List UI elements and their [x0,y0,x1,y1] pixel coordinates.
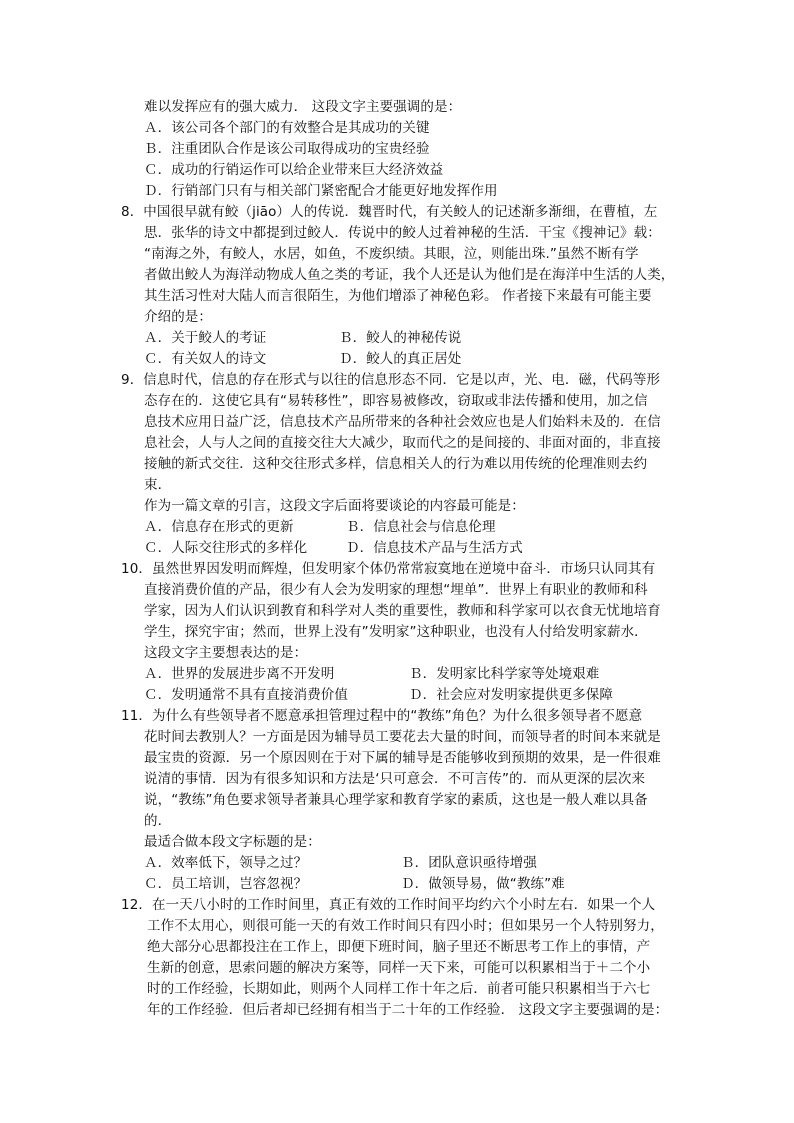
q8-option-b: Ｂ．鲛人的神秘传说 [339,330,462,346]
q12-stem-line: 绝大部分心思都投注在工作上，即便下班时间，脑子里还不断思考工作上的事情，产 [147,939,651,955]
q9-stem-line: 息技术应用日益广泛，信息技术产品所带来的各种社会效应也是人们始料未及的．在信 [144,414,661,430]
q9-stem-line: 息社会，人与人之间的直接交往大大减少，取而代之的是间接的、非面对面的，非直接 [144,435,661,451]
q8-stem-line: 者做出鲛人为海洋动物成人鱼之类的考证，我个人还是认为他们是在海洋中生活的人类， [144,267,675,283]
q10-stem-line: 10．虽然世界因发明而辉煌，但发明家个体仍常常寂寞地在逆境中奋斗．市场只认同其有 [121,561,656,577]
q9-stem-line: 9．信息时代，信息的存在形式与以往的信息形态不同．它是以声，光、电．磁，代码等形 [121,372,661,388]
q8-stem-line: 其生活习性对大陆人而言很陌生，为他们增添了神秘色彩。 作者接下来最有可能主要 [144,288,652,304]
q10-option-c: Ｃ．发明通常不具有直接消费价值 [144,687,348,703]
q11-stem-line: 说清的事情．因为有很多知识和方法是‘只可意会．不可言传”的．而从更深的层次来 [144,771,646,787]
q7-option-d: Ｄ．行销部门只有与相关部门紧密配合才能更好地发挥作用 [144,183,498,199]
q11-stem-line: 花时间去教别人？一方面是因为辅导员工要花去大量的时间，而领导者的时间本来就是 [144,729,661,745]
q8-stem-line: 介绍的是： [144,309,212,325]
q10-option-d: Ｄ．社会应对发明家提供更多保障 [409,687,613,703]
q9-stem-line: 束． [144,477,172,493]
q9-question-prompt: 作为一篇文章的引言，这段文字后面将要谈论的内容最可能是： [144,498,525,514]
q12-stem-line: 时的工作经验，长期如此，则两个人同样工作十年之后．前者可能只积累相当于六七 [147,981,651,997]
q9-option-a: Ａ．信息存在形式的更新 [144,519,294,535]
q7-option-b: Ｂ．注重团队合作是该公司取得成功的宝贵经验 [144,141,430,157]
q11-stem-line: 的． [144,813,172,829]
q9-stem-line: 接触的新式交往．这种交往形式多样，信息相关人的行为难以用传统的伦理准则去约 [144,456,648,472]
q10-question-prompt: 这段文字主要想表达的是： [144,645,308,661]
q11-option-a: Ａ．效率低下，领导之过？ [144,855,308,871]
q10-stem-line: 直接消费价值的产品，很少有人会为发明家的理想“埋单”．世界上有职业的教师和科 [144,582,648,598]
q12-stem-line: 12．在一天八小时的工作时间里，真正有效的工作时间平均约六个小时左右．如果一个人 [121,897,656,913]
q12-stem-line: 年的工作经验．但后者却已经拥有相当于二十年的工作经验． 这段文字主要强调的是： [147,1002,669,1018]
q8-option-c: Ｃ．有关奴人的诗文 [144,351,267,367]
q8-option-d: Ｄ．鲛人的真正居处 [339,351,462,367]
q7-stem-tail: 难以发挥应有的强大威力． 这段文字主要强调的是： [144,99,462,115]
q9-option-d: Ｄ．信息技术产品与生活方式 [346,540,523,556]
q9-stem-line: 态存在的．这使它具有“易转移性”，即容易被修改，窃取或非法传播和使用，加之信 [144,393,648,409]
q10-stem-line: 学生，探究宇宙；然而，世界上没有”发明家”这种职业，也没有人付给发明家薪水． [144,624,648,640]
q11-option-b: Ｂ．团队意识亟待增强 [401,855,537,871]
q12-stem-line: 生新的创意，思索问题的解决方案等，同样一天下来，可能可以积累相当于＋二个小 [147,960,651,976]
q12-stem-line: 工作不太用心，则很可能一天的有效工作时间只有四小时；但如果另一个人特别努力， [147,918,664,934]
q9-option-c: Ｃ．人际交往形式的多样化 [144,540,308,556]
q7-option-c: Ｃ．成功的行销运作可以给企业带来巨大经济效益 [144,162,444,178]
q7-option-a: Ａ．该公司各个部门的有效整合是其成功的关键 [144,120,430,136]
q11-stem-line: 11．为什么有些领导者不愿意承担管理过程中的“教练”角色？为什么很多领导者不愿意 [121,708,643,724]
q10-option-a: Ａ．世界的发展进步离不开发明 [144,666,335,682]
q11-option-c: Ｃ．员工培训，岂容忽视？ [144,876,308,892]
q11-question-prompt: 最适合做本段文字标题的是： [144,834,321,850]
q10-stem-line: 学家，因为人们认识到教育和科学对人类的重要性，教师和科学家可以衣食无忧地培育 [144,603,661,619]
q8-stem-line: 8．中国很早就有鲛（jiāo）人的传说．魏晋时代，有关鲛人的记述渐多渐细，在曹植，左 [121,204,658,220]
q8-option-a: Ａ．关于鲛人的考证 [144,330,267,346]
q8-stem-line: 思．张华的诗文中都提到过鲛人．传说中的鲛人过着神秘的生活．干宝《搜神记》载： [144,225,661,241]
q8-stem-line: “南海之外，有鲛人，水居，如鱼，不废织绩。其眼，泣，则能出珠.”虽然不断有学 [144,246,639,262]
q11-stem-line: 最宝贵的资源．另一个原因则在于对下属的辅导是否能够收到预期的效果，是一件很难 [144,750,661,766]
q10-option-b: Ｂ．发明家比科学家等处境艰难 [409,666,600,682]
q11-option-d: Ｄ．做领导易，做“教练”难 [401,876,565,892]
q11-stem-line: 说，“教练”角色要求领导者兼具心理学家和教育学家的素质，这也是一般人难以具备 [144,792,648,808]
q9-option-b: Ｂ．信息社会与信息伦理 [346,519,496,535]
